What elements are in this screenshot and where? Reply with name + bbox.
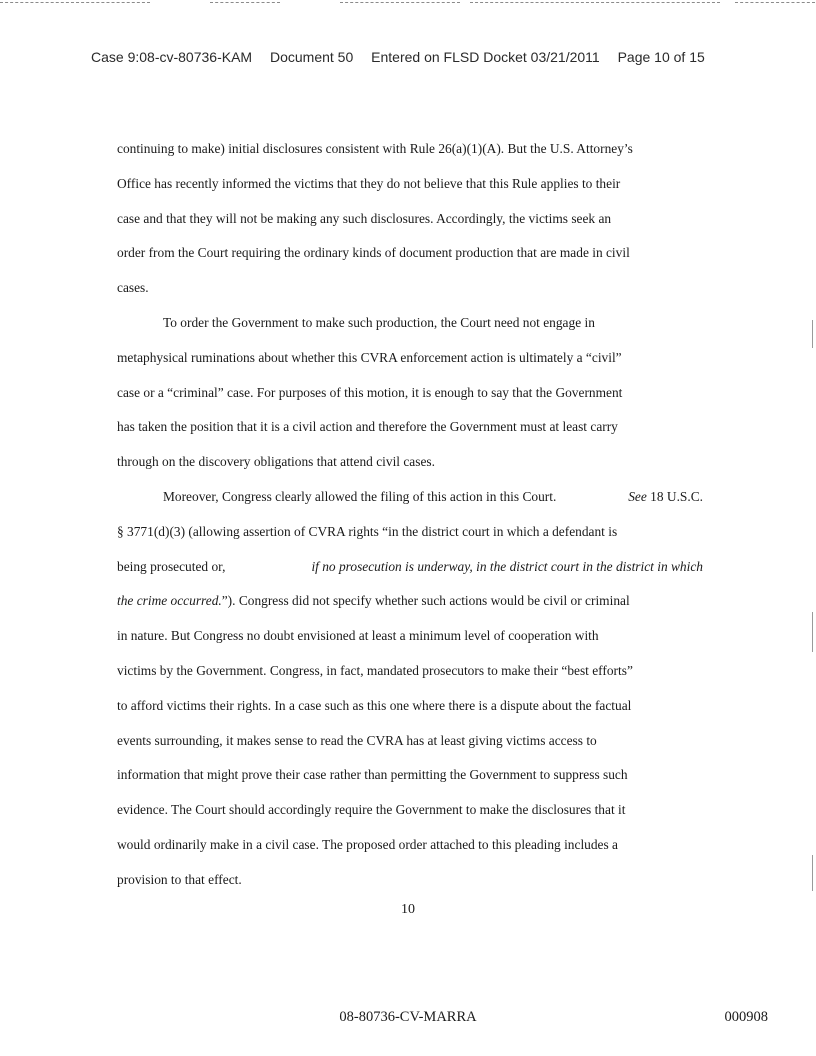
header-page-count: Page 10 of 15 — [617, 49, 705, 65]
text-line: has taken the position that it is a civil action and therefore the Government must at least carry — [117, 419, 618, 435]
text-line: would ordinarily make in a civil case. The proposed order attached to this pleading includes a — [117, 836, 619, 852]
text-line: information that might prove their case rather than permitting the Government to suppress such — [117, 767, 628, 783]
text-line: through on the discovery obligations that attend civil cases. — [117, 454, 435, 470]
scan-speck — [812, 612, 813, 652]
text-line: To order the Government to make such production, the Court need not engage in — [163, 314, 595, 330]
text-line: being prosecuted or, if no prosecution is underway, in the district court in the district in which — [117, 558, 703, 574]
document-body — [117, 132, 703, 898]
text-line: continuing to make) initial disclosures consistent with Rule 26(a)(1)(A). But the U.S. Attorney’s — [117, 141, 633, 156]
text-line: to afford victims their rights. In a case such as this one where there is a dispute about the factual — [117, 697, 632, 713]
text-line: evidence. The Court should accordingly require the Government to make the disclosures that it — [117, 802, 626, 818]
scan-artifact-top — [0, 0, 816, 8]
text-line: events surrounding, it makes sense to read the CVRA has at least giving victims access to — [117, 732, 597, 748]
text-line: victims by the Government. Congress, in fact, mandated prosecutors to make their “best efforts” — [117, 662, 633, 678]
page-number: 10 — [401, 902, 415, 917]
text-line: case or a “criminal” case. For purposes of this motion, it is enough to say that the Government — [117, 384, 623, 400]
text-line: the crime occurred.”). Congress did not specify whether such actions would be civil or criminal — [117, 593, 630, 609]
header-entered-date: Entered on FLSD Docket 03/21/2011 — [371, 49, 600, 65]
text-line: case and that they will not be making any such disclosures. Accordingly, the victims seek an — [117, 210, 612, 226]
header-document-number: Document 50 — [269, 49, 354, 65]
text-line: Office has recently informed the victims that they do not believe that this Rule applies to their — [117, 175, 621, 191]
header-case-number: Case 9:08-cv-80736-KAM — [91, 49, 253, 65]
text-line: Moreover, Congress clearly allowed the filing of this action in this Court. See 18 U.S.C. — [163, 488, 703, 504]
text-line: metaphysical ruminations about whether this CVRA enforcement action is ultimately a “civil” — [117, 349, 622, 365]
text-line: cases. — [117, 280, 149, 296]
docket-header — [91, 49, 751, 65]
footer-bates-number: 000908 — [724, 1009, 768, 1025]
footer-case-id: 08-80736-CV-MARRA — [339, 1009, 477, 1025]
text-line: § 3771(d)(3) (allowing assertion of CVRA rights “in the district court in which a defendant is — [117, 523, 618, 539]
text-line: order from the Court requiring the ordinary kinds of document production that are made in civil — [117, 245, 630, 261]
text-line: provision to that effect. — [117, 871, 242, 887]
text-line: in nature. But Congress no doubt envisioned at least a minimum level of cooperation with — [117, 628, 599, 644]
scan-speck — [812, 855, 813, 891]
scan-speck — [812, 320, 813, 348]
